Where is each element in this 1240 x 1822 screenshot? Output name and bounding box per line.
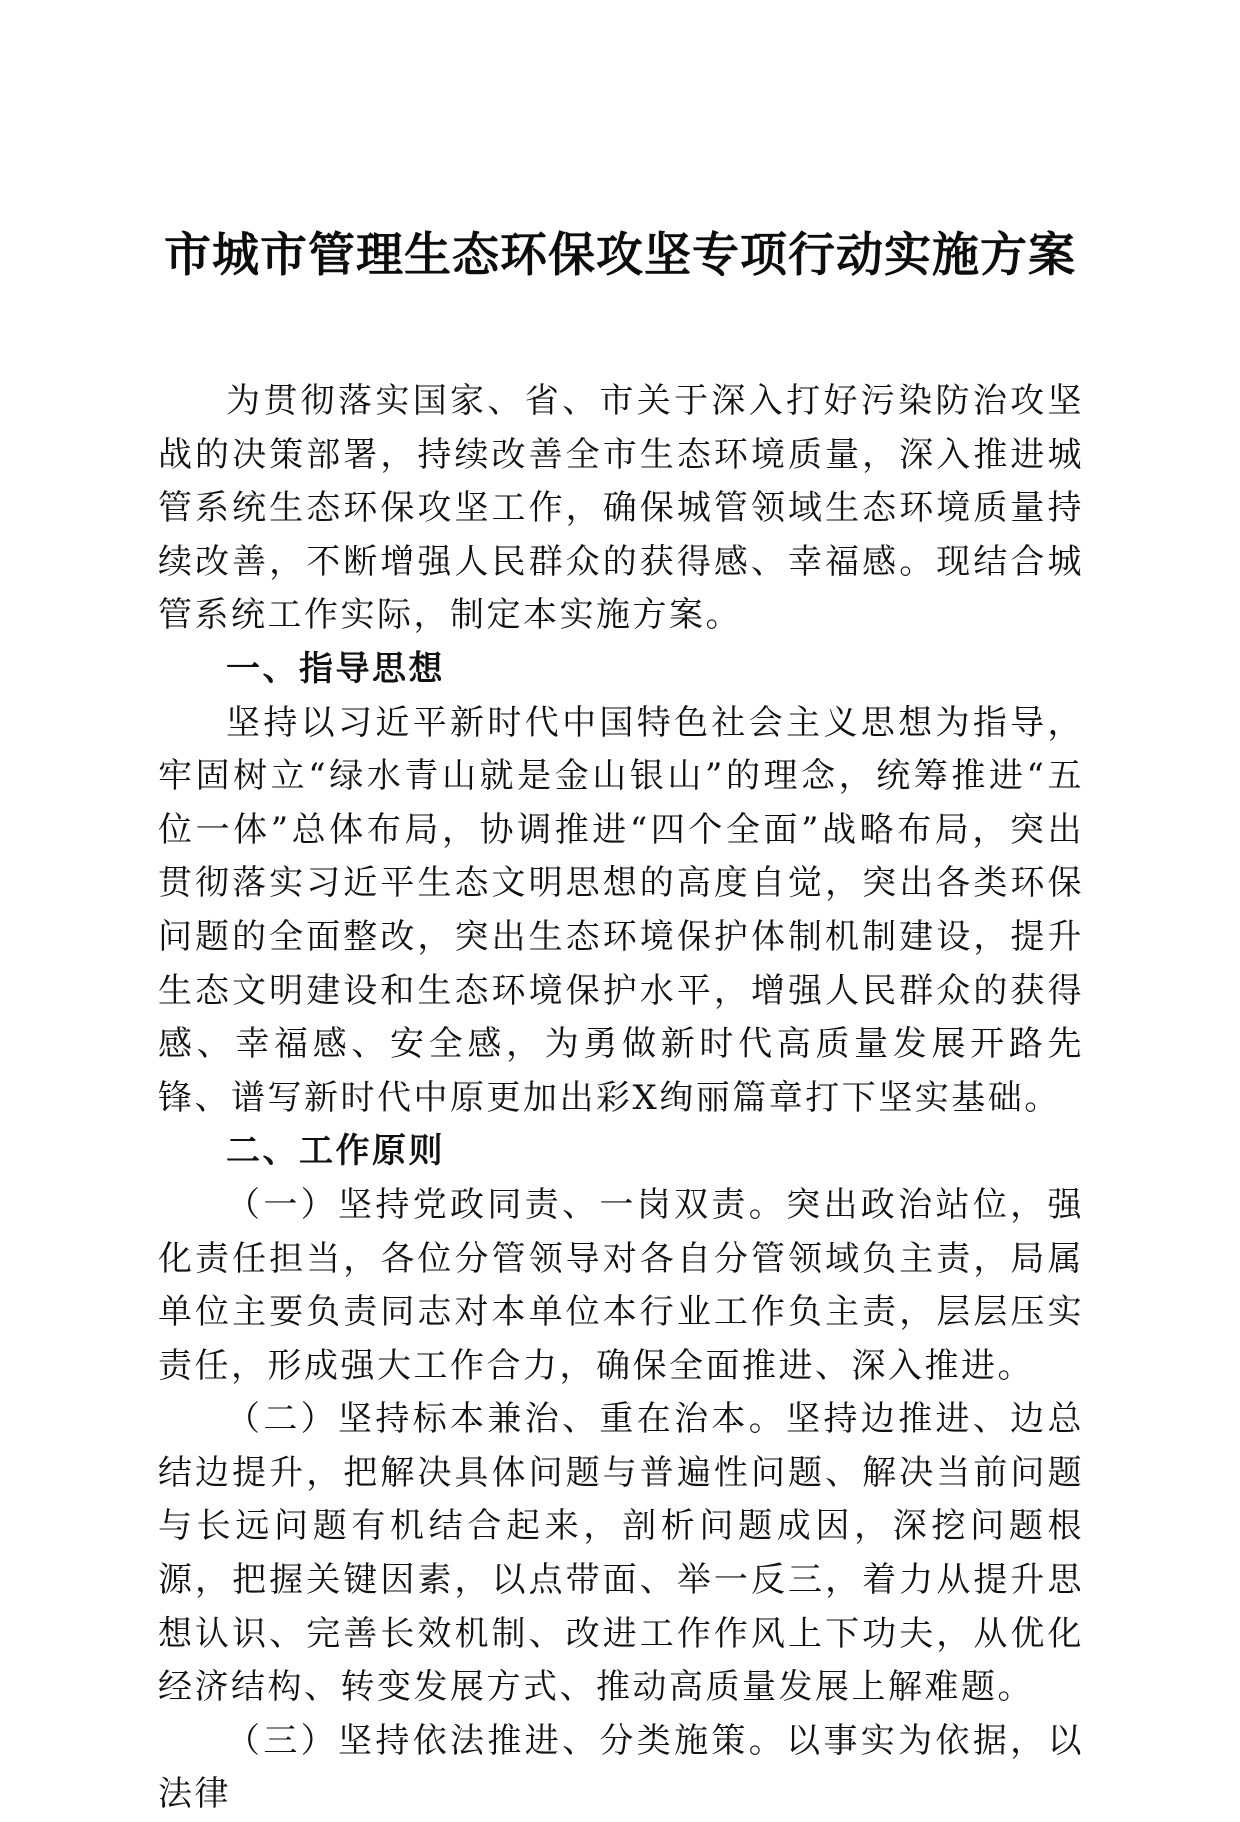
- document-body: [158, 375, 1084, 1822]
- document-title: 市城市管理生态环保攻坚专项行动实施方案: [164, 228, 1076, 283]
- section-heading-work-principles: 二、工作原则: [226, 1131, 445, 1172]
- intro-paragraph: 为贯彻落实国家、省、市关于深入打好污染防治攻坚战的决策部署，持续改善全市生态环境质量，深入推进城管系统生态环保攻坚工作，确保城管领域生态环境质量持续改善，不断增强人民群众的获得感、幸福感。现结合城管系统工作实际，制定本实施方案。: [158, 381, 1084, 636]
- principle-1-text: 突出政治站位，强化责任担当，各位分管领导对各自分管领域负主责，局属单位主要负责同志对本单位本行业工作负主责，层层压实责任，形成强大工作合力，确保全面推进、深入推进。: [158, 1184, 1085, 1386]
- guiding-ideology-paragraph: 坚持以习近平新时代中国特色社会主义思想为指导，牢固树立“绿水青山就是金山银山”的理念，统筹推进“五位一体”总体布局，协调推进“四个全面”战略布局，突出贯彻落实习近平生态文明思想的高度自觉，突出各类环保问题的全面整改，突出生态环境保护体制机制建设，提升生态文明建设和生态环境保护水平，增强人民群众的获得感、幸福感、安全感，为勇做新时代高质量发展开路先锋、谱写新时代中原更加出彩X绚丽篇章打下坚实基础。: [158, 702, 1084, 1118]
- principle-3-text: 以事实为依据，以法律: [158, 1720, 1085, 1815]
- principle-paragraph-3: [158, 1715, 1084, 1822]
- principle-3-lead: （三）坚持依法推进、分类施策。: [226, 1720, 787, 1761]
- principle-paragraph-1: [158, 1179, 1084, 1393]
- section-heading-guiding-ideology: 一、指导思想: [226, 648, 445, 689]
- principle-2-text: 坚持边推进、边总结边提升，把解决具体问题与普遍性问题、解决当前问题与长远问题有机结合起来，剖析问题成因，深挖问题根源，把握关键因素，以点带面、举一反三，着力从提升思想认识、完善长效机制、改进工作作风上下功夫，从优化经济结构、转变发展方式、推动高质量发展上解难题。: [158, 1399, 1085, 1708]
- principle-2-lead: （二）坚持标本兼治、重在治本。: [226, 1399, 787, 1440]
- principle-paragraph-2: [158, 1393, 1084, 1715]
- principle-1-lead: （一）坚持党政同责、一岗双责。: [226, 1184, 787, 1225]
